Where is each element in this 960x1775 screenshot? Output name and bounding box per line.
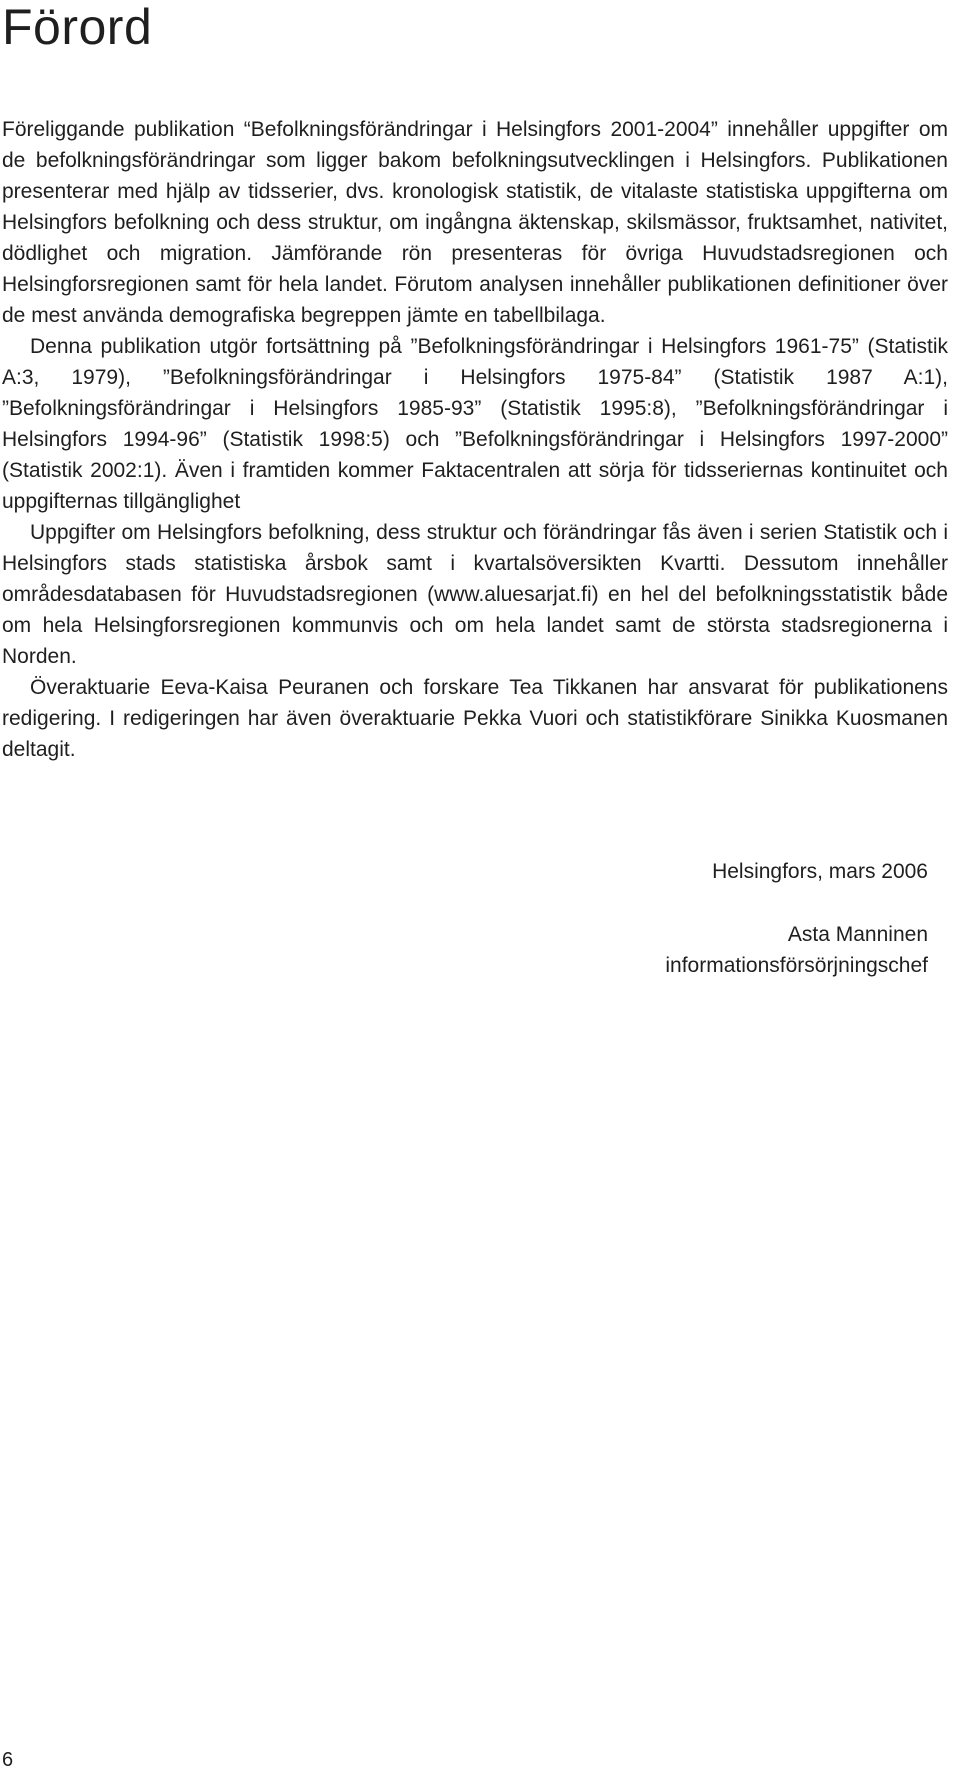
paragraph-intro: Föreliggande publikation “Befolkningsförändringar i Helsingfors 2001-2004” innehåller uppgifter om de befolkningsförändringar som ligger bakom befolkningsutvecklingen i Helsingfors. Publikationen presenterar med hjälp av tidsserier, dvs. kronologisk statistik, de vitalaste statistiska uppgifterna om Helsingfors befolkning och dess struktur, om ingångna äktenskap, skilsmässor, fruktsamhet, nativitet, dödlighet och migration. Jämförande rön presenteras för övriga Huvudstadsregionen och Helsingforsregionen samt för hela landet. Förutom analysen innehåller publikationen definitioner över de mest använda demografiska begreppen jämte en tabellbilaga. <box>2 118 948 327</box>
signature-name: Asta Manninen <box>787 923 928 946</box>
paragraph-editors: Överaktuarie Eeva-Kaisa Peuranen och forskare Tea Tikkanen har ansvarat för publikationens redigering. I redigeringen har även överaktuarie Pekka Vuori och statistikförare Sinikka Kuosmanen deltagit. <box>2 676 948 761</box>
foreword-body <box>2 114 948 765</box>
paragraph-sources: Uppgifter om Helsingfors befolkning, dess struktur och förändringar fås även i serien Statistik och i Helsingfors stads statistiska årsbok samt i kvartalsöversikten Kvartti. Dessutom innehåller områdesdatabasen för Huvudstadsregionen (www.aluesarjat.fi) en hel del befolkningsstatistik både om hela Helsingforsregionen kommunvis och om hela landet samt de största stadsregionerna i Norden. <box>2 521 948 668</box>
signature-place-date: Helsingfors, mars 2006 <box>712 860 928 883</box>
paragraph-continuation: Denna publikation utgör fortsättning på ”Befolkningsförändringar i Helsingfors 1961-75” (Statistik A:3, 1979), ”Befolkningsförändringar i Helsingfors 1975-84” (Statistik 1987 A:1), ”Befolkningsförändringar i Helsingfors 1985-93” (Statistik 1995:8), ”Befolkningsförändringar i Helsingfors 1994-96” (Statistik 1998:5) och ”Befolkningsförändringar i Helsingfors 1997-2000” (Statistik 2002:1). Även i framtiden kommer Faktacentralen att sörja för tidsseriernas kontinuitet och uppgifternas tillgänglighet <box>2 335 948 513</box>
signature-block <box>665 856 928 981</box>
signature-role: informationsförsörjningschef <box>665 954 928 977</box>
page-number: 6 <box>2 1749 14 1771</box>
page-title: Förord <box>2 0 153 55</box>
